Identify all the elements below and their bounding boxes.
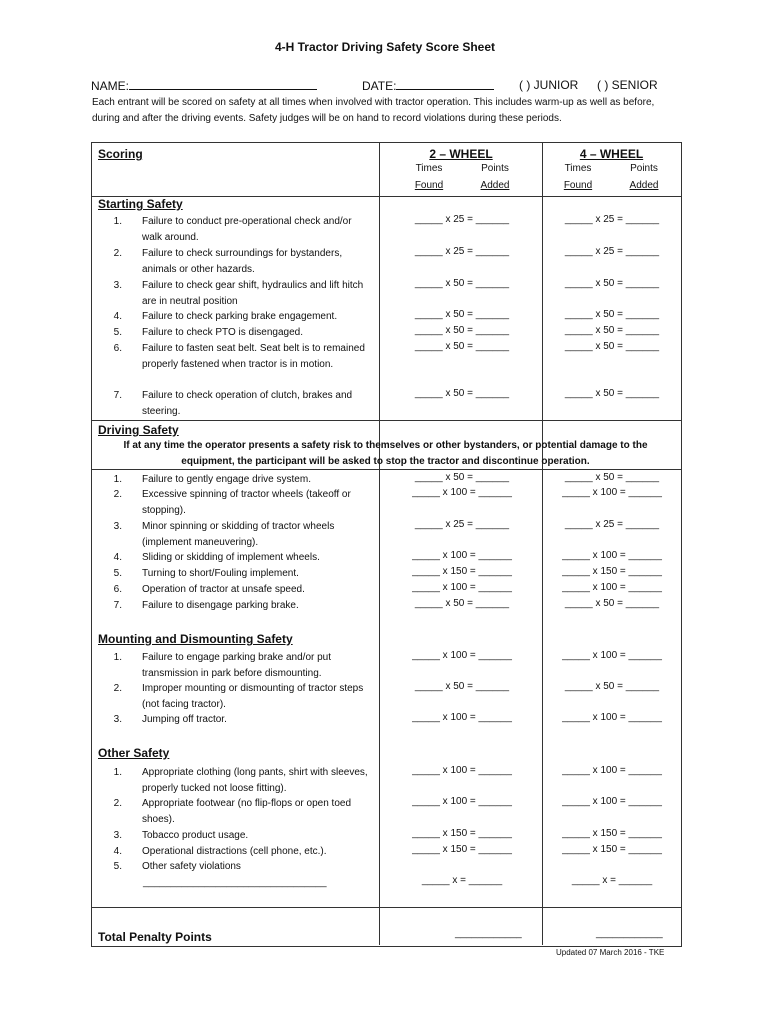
points-2wheel-field[interactable]: _____ x 50 = ______ [414, 278, 510, 289]
item-number: 4. [113, 552, 122, 563]
item-text: Sliding or skidding of implement wheels. [142, 552, 320, 563]
points-2wheel-field[interactable]: _____ x 50 = ______ [414, 681, 510, 692]
item-number: 5. [113, 568, 122, 579]
points-4wheel-field[interactable]: _____ x 100 = ______ [562, 582, 662, 593]
item-text: Failure to fasten seat belt. Seat belt is to remained properly fastened when tractor is in motion. [142, 343, 365, 370]
found-header: Found [414, 180, 444, 191]
points-2wheel-field[interactable]: _____ x 100 = ______ [412, 796, 512, 807]
other-violation-blank[interactable]: _________________________________ [143, 877, 327, 888]
footer-updated: Updated 07 March 2016 - TKE [556, 948, 665, 957]
item-text: Failure to check gear shift, hydraulics and lift hitch are in neutral position [142, 280, 364, 307]
section-starting-safety: Starting Safety [98, 197, 183, 211]
points-2wheel-field[interactable]: _____ x 100 = ______ [412, 582, 512, 593]
total-2wheel-blank[interactable]: ____________ [455, 928, 522, 939]
two-wheel-header: 2 – WHEEL [429, 147, 493, 161]
item-text: Minor spinning or skidding of tractor wheels (implement maneuvering). [142, 521, 335, 548]
item-number: 1. [113, 767, 122, 778]
points-2wheel-field[interactable]: _____ x 50 = ______ [414, 388, 510, 399]
item-number: 2. [113, 798, 122, 809]
points-2wheel-field[interactable]: _____ x 150 = ______ [412, 844, 512, 855]
intro-text: Each entrant will be scored on safety at all times when involved with tractor operation. This includes warm-up as well as before, during and after the driving events. Safety judges will be on hand to record violations during these periods. [92, 97, 655, 124]
item-number: 7. [113, 600, 122, 611]
points-4wheel-field[interactable]: _____ x 50 = ______ [564, 388, 660, 399]
points-4wheel-field[interactable]: _____ x 25 = ______ [564, 519, 660, 530]
points-4wheel-field[interactable]: _____ x 150 = ______ [562, 844, 662, 855]
points-2wheel-field[interactable]: _____ x 100 = ______ [412, 712, 512, 723]
item-text: Other safety violations [142, 861, 241, 872]
item-number: 3. [113, 280, 122, 291]
item-text: Failure to check surroundings for bystanders, animals or other hazards. [142, 248, 343, 275]
points-2wheel-field[interactable]: _____ x 150 = ______ [412, 566, 512, 577]
item-number: 6. [113, 343, 122, 354]
points-header: Points [481, 163, 509, 174]
item-number: 2. [113, 683, 122, 694]
points-4wheel-field[interactable]: _____ x 50 = ______ [564, 472, 660, 483]
name-blank[interactable] [129, 78, 317, 90]
item-number: 5. [113, 327, 122, 338]
section-mounting-safety: Mounting and Dismounting Safety [98, 632, 293, 646]
item-text: Failure to check PTO is disengaged. [142, 327, 304, 338]
points-2wheel-field[interactable]: _____ x 100 = ______ [412, 650, 512, 661]
item-text: Failure to conduct pre-operational check and/or walk around. [142, 216, 352, 243]
points-4wheel-field[interactable]: _____ x 100 = ______ [562, 550, 662, 561]
item-number: 6. [113, 584, 122, 595]
junior-checkbox[interactable]: ( ) JUNIOR [519, 78, 579, 92]
section-other-safety: Other Safety [98, 746, 170, 760]
points-2wheel-field[interactable]: _____ x 50 = ______ [414, 472, 510, 483]
item-number: 4. [113, 846, 122, 857]
item-number: 3. [113, 830, 122, 841]
item-number: 7. [113, 390, 122, 401]
four-wheel-header: 4 – WHEEL [579, 147, 644, 161]
points-2wheel-field[interactable]: _____ x 50 = ______ [414, 598, 510, 609]
name-label: NAME: [91, 79, 130, 93]
points-4wheel-field[interactable]: _____ x 100 = ______ [562, 712, 662, 723]
name-field[interactable] [91, 78, 317, 93]
date-field[interactable] [362, 78, 494, 93]
item-text: Failure to check operation of clutch, brakes and steering. [142, 390, 353, 417]
other-points-2wheel[interactable]: _____ x = ______ [421, 875, 503, 886]
senior-checkbox[interactable]: ( ) SENIOR [597, 78, 658, 92]
points-2wheel-field[interactable]: _____ x 25 = ______ [414, 246, 510, 257]
item-number: 2. [113, 489, 122, 500]
added-header: Added [480, 180, 510, 191]
points-4wheel-field[interactable]: _____ x 25 = ______ [564, 214, 660, 225]
points-4wheel-field[interactable]: _____ x 50 = ______ [564, 325, 660, 336]
points-4wheel-field[interactable]: _____ x 50 = ______ [564, 598, 660, 609]
date-label: DATE: [362, 79, 397, 93]
item-number: 3. [113, 521, 122, 532]
other-points-4wheel[interactable]: _____ x = ______ [571, 875, 653, 886]
divider [542, 142, 543, 945]
points-2wheel-field[interactable]: _____ x 100 = ______ [412, 550, 512, 561]
item-number: 1. [113, 474, 122, 485]
points-4wheel-field[interactable]: _____ x 100 = ______ [562, 650, 662, 661]
item-text: Improper mounting or dismounting of tractor steps (not facing tractor). [142, 683, 364, 710]
item-text: Appropriate clothing (long pants, shirt with sleeves, properly tucked not loose fitting). [142, 767, 368, 794]
item-text: Excessive spinning of tractor wheels (takeoff or stopping). [142, 489, 351, 516]
item-text: Appropriate footwear (no flip-flops or open toed shoes). [142, 798, 352, 825]
points-4wheel-field[interactable]: _____ x 50 = ______ [564, 341, 660, 352]
points-4wheel-field[interactable]: _____ x 50 = ______ [564, 278, 660, 289]
page-title: 4-H Tractor Driving Safety Score Sheet [274, 40, 496, 54]
item-text: Failure to check parking brake engagement. [142, 311, 338, 322]
points-4wheel-field[interactable]: _____ x 25 = ______ [564, 246, 660, 257]
divider [91, 420, 681, 421]
points-2wheel-field[interactable]: _____ x 50 = ______ [414, 341, 510, 352]
divider [379, 142, 380, 945]
points-2wheel-field[interactable]: _____ x 100 = ______ [412, 487, 512, 498]
points-2wheel-field[interactable]: _____ x 100 = ______ [412, 765, 512, 776]
date-blank[interactable] [396, 78, 494, 90]
item-text: Failure to engage parking brake and/or put transmission in park before dismounting. [142, 652, 332, 679]
item-number: 1. [113, 216, 122, 227]
item-text: Operation of tractor at unsafe speed. [142, 584, 305, 595]
found-header: Found [563, 180, 593, 191]
points-2wheel-field[interactable]: _____ x 150 = ______ [412, 828, 512, 839]
points-2wheel-field[interactable]: _____ x 50 = ______ [414, 325, 510, 336]
item-number: 2. [113, 248, 122, 259]
added-header: Added [629, 180, 659, 191]
section-driving-safety: Driving Safety [98, 423, 179, 437]
points-2wheel-field[interactable]: _____ x 25 = ______ [414, 519, 510, 530]
item-number: 1. [113, 652, 122, 663]
points-4wheel-field[interactable]: _____ x 100 = ______ [562, 796, 662, 807]
scoring-header: Scoring [98, 147, 143, 161]
item-text: Failure to gently engage drive system. [142, 474, 311, 485]
item-text: Jumping off tractor. [142, 714, 227, 725]
points-2wheel-field[interactable]: _____ x 25 = ______ [414, 214, 510, 225]
item-text: Turning to short/Fouling implement. [142, 568, 299, 579]
item-number: 5. [113, 861, 122, 872]
points-4wheel-field[interactable]: _____ x 100 = ______ [562, 765, 662, 776]
item-text: Failure to disengage parking brake. [142, 600, 299, 611]
driving-note: If at any time the operator presents a safety risk to themselves or other bystanders, or potential damage to the equipment, the participant will be asked to stop the tractor and discontinue operation. [123, 440, 648, 467]
total-penalty-label: Total Penalty Points [98, 930, 212, 944]
times-header: Times [415, 163, 443, 174]
points-4wheel-field[interactable]: _____ x 50 = ______ [564, 681, 660, 692]
total-4wheel-blank[interactable]: ____________ [596, 928, 663, 939]
points-4wheel-field[interactable]: _____ x 150 = ______ [562, 566, 662, 577]
item-text: Operational distractions (cell phone, etc.). [142, 846, 327, 857]
points-4wheel-field[interactable]: _____ x 100 = ______ [562, 487, 662, 498]
points-4wheel-field[interactable]: _____ x 150 = ______ [562, 828, 662, 839]
item-text: Tobacco product usage. [142, 830, 249, 841]
item-number: 4. [113, 311, 122, 322]
times-header: Times [564, 163, 592, 174]
points-4wheel-field[interactable]: _____ x 50 = ______ [564, 309, 660, 320]
item-number: 3. [113, 714, 122, 725]
points-2wheel-field[interactable]: _____ x 50 = ______ [414, 309, 510, 320]
points-header: Points [630, 163, 658, 174]
divider [91, 907, 681, 908]
